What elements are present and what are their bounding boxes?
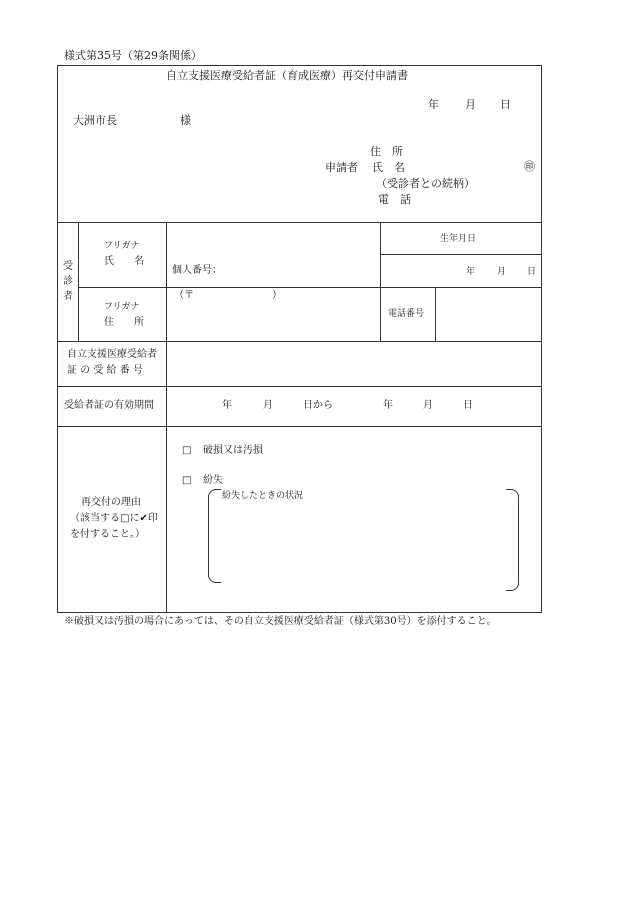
honorific: 様 bbox=[180, 114, 191, 127]
patient-phone-label: 電話番号 bbox=[388, 309, 425, 319]
damage-option-label: 破損又は汚損 bbox=[203, 445, 263, 456]
patient-name-label: 氏 名 bbox=[104, 256, 144, 267]
patient-side-label-2: 診 bbox=[63, 276, 73, 287]
patient-side-label-3: 者 bbox=[63, 291, 73, 302]
patient-furigana-label: フリガナ bbox=[104, 241, 140, 251]
my-number-label: 個人番号： bbox=[172, 265, 222, 276]
validity-label: 受給者証の有効期間 bbox=[64, 400, 154, 411]
patient-address-label: 住 所 bbox=[104, 317, 144, 328]
damage-checkbox[interactable]: □ bbox=[182, 445, 192, 456]
date-day: 日 bbox=[500, 98, 511, 111]
footnote: ※破損又は汚損の場合にあっては、その自立支援医療受給者証（様式第30号）を添付すること。 bbox=[64, 616, 497, 627]
applicant-address-label: 住 所 bbox=[370, 145, 403, 158]
validity-from-year: 年 bbox=[222, 400, 232, 411]
birth-year: 年 bbox=[466, 267, 476, 277]
postal-close: ） bbox=[272, 290, 282, 301]
certificate-number-label-line1: 自立支援医療受給者 bbox=[67, 349, 157, 360]
postal-open: （〒 bbox=[174, 290, 194, 301]
loss-situation-bracket-left bbox=[208, 489, 221, 583]
loss-option-label: 紛失 bbox=[203, 475, 223, 486]
applicant-relation-label: （受診者との続柄） bbox=[376, 177, 475, 190]
loss-checkbox[interactable]: □ bbox=[182, 475, 192, 486]
certificate-number-label-line2: 証 の 受 給 番 号 bbox=[67, 365, 143, 376]
reason-label-line2: （該当する□に✔印 bbox=[70, 513, 158, 524]
applicant-phone-label: 電 話 bbox=[378, 193, 411, 206]
address-furigana-label: フリガナ bbox=[104, 302, 140, 312]
birth-month: 月 bbox=[497, 267, 507, 277]
validity-from-month: 月 bbox=[263, 400, 273, 411]
validity-to-month: 月 bbox=[423, 400, 433, 411]
form-title: 自立支援医療受給者証（育成医療）再交付申請書 bbox=[166, 69, 408, 82]
reason-label-line1: 再交付の理由 bbox=[81, 497, 141, 508]
validity-to-year: 年 bbox=[383, 400, 393, 411]
applicant-name-label: 氏 名 bbox=[372, 161, 405, 174]
birthdate-label: 生年月日 bbox=[440, 234, 477, 244]
validity-from-day: 日から bbox=[303, 400, 333, 411]
form-number: 様式第35号（第29条関係） bbox=[64, 49, 202, 62]
loss-situation-bracket-right bbox=[506, 489, 519, 591]
patient-side-label-1: 受 bbox=[63, 261, 73, 272]
addressee: 大洲市長 bbox=[73, 114, 117, 127]
birth-day: 日 bbox=[527, 267, 537, 277]
reason-label-line3: を付すること。） bbox=[70, 529, 145, 540]
date-year: 年 bbox=[428, 98, 439, 111]
loss-situation-label: 紛失したときの状況 bbox=[222, 491, 304, 501]
seal-mark: ㊞ bbox=[524, 160, 535, 173]
date-month: 月 bbox=[465, 98, 476, 111]
validity-to-day: 日 bbox=[463, 400, 473, 411]
applicant-label: 申請者 bbox=[325, 161, 358, 174]
